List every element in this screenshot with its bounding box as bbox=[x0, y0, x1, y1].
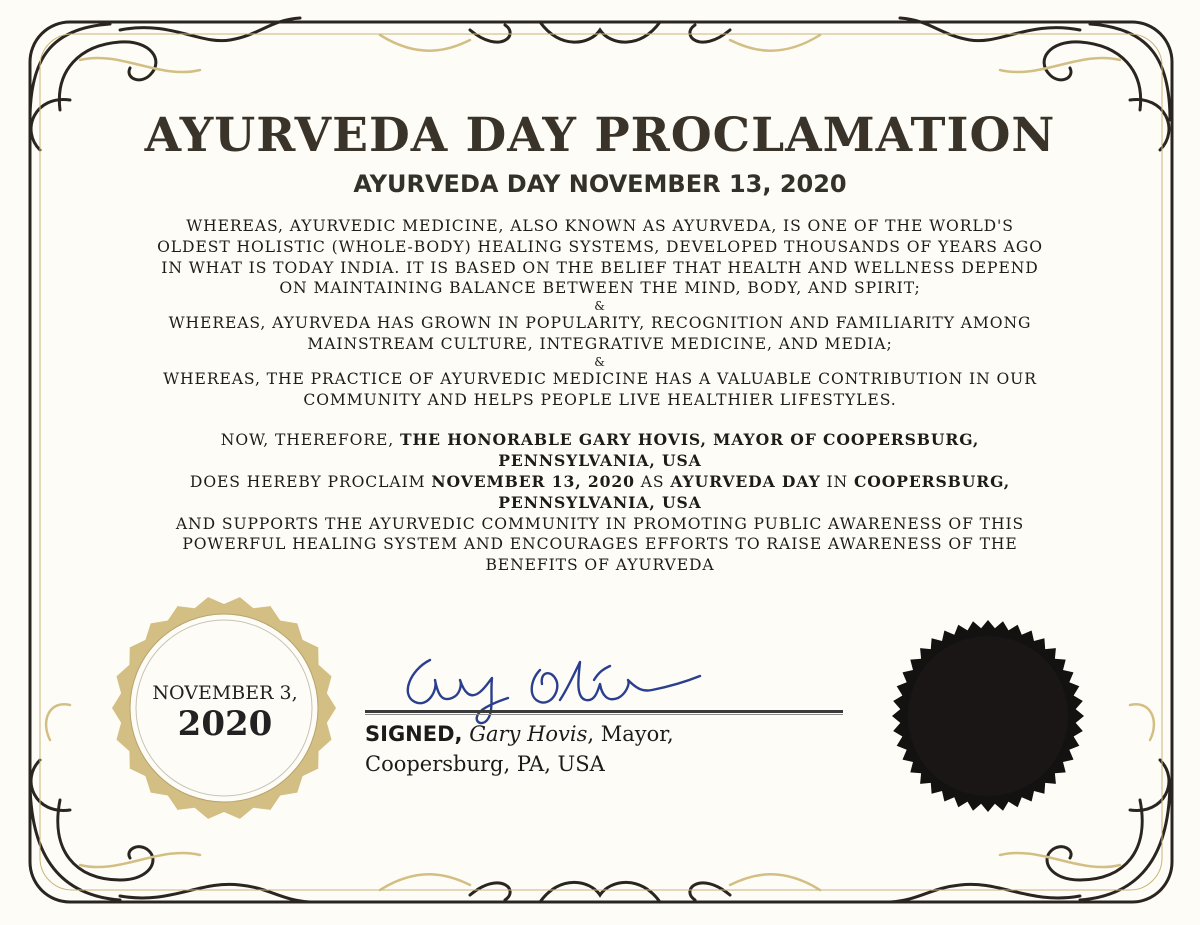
support-line: POWERFUL HEALING SYSTEM AND ENCOURAGES EFFORTS TO RAISE AWARENESS OF THE bbox=[182, 535, 1018, 554]
mayor-name: THE HONORABLE GARY HOVIS, MAYOR OF COOPERSBURG, bbox=[400, 430, 980, 450]
page-title: AYURVEDA DAY PROCLAMATION bbox=[144, 108, 1056, 163]
black-embossed-seal bbox=[888, 616, 1088, 816]
proclamation-line bbox=[100, 472, 1100, 493]
mayor-location: PENNSYLVANIA, USA bbox=[498, 451, 702, 471]
as-word: AS bbox=[640, 472, 665, 491]
signed-label: SIGNED, bbox=[365, 722, 463, 746]
ampersand: & bbox=[594, 299, 606, 314]
proclamation-line bbox=[100, 493, 1100, 514]
signer-location: Coopersburg, PA, USA bbox=[365, 752, 605, 776]
day-name: AYURVEDA DAY bbox=[670, 471, 821, 491]
ampersand: & bbox=[594, 354, 606, 369]
place-name: COOPERSBURG, bbox=[853, 471, 1011, 491]
whereas-line: WHEREAS, AYURVEDIC MEDICINE, ALSO KNOWN AS AYURVEDA, IS ONE OF THE WORLD'S bbox=[186, 217, 1014, 235]
signer-title: , Mayor, bbox=[587, 722, 674, 746]
whereas-line: WHEREAS, AYURVEDA HAS GROWN IN POPULARITY, RECOGNITION AND FAMILIARITY AMONG bbox=[168, 314, 1032, 333]
seal-year: 2020 bbox=[177, 704, 273, 744]
signer-name: Gary Hovis bbox=[469, 722, 588, 746]
whereas-line: ON MAINTAINING BALANCE BETWEEN THE MIND, BODY, AND SPIRIT; bbox=[279, 279, 921, 298]
seal-date: NOVEMBER 3, bbox=[152, 682, 298, 704]
subtitle: AYURVEDA DAY NOVEMBER 13, 2020 bbox=[353, 170, 847, 198]
support-line: AND SUPPORTS THE AYURVEDIC COMMUNITY IN PROMOTING PUBLIC AWARENESS OF THIS bbox=[175, 514, 1025, 533]
proclamation-body bbox=[100, 216, 1100, 576]
in-word: IN bbox=[826, 472, 849, 491]
whereas-line: COMMUNITY AND HELPS PEOPLE LIVE HEALTHIER LIFESTYLES. bbox=[303, 390, 897, 409]
whereas-line: OLDEST HOLISTIC (WHOLE-BODY) HEALING SYSTEMS, DEVELOPED THOUSANDS OF YEARS AGO bbox=[157, 237, 1043, 256]
whereas-line: IN WHAT IS TODAY INDIA. IT IS BASED ON THE BELIEF THAT HEALTH AND WELLNESS DEPEND bbox=[161, 258, 1039, 277]
mayor-signature bbox=[390, 640, 710, 730]
whereas-line: MAINSTREAM CULTURE, INTEGRATIVE MEDICINE, AND MEDIA; bbox=[307, 334, 893, 353]
now-therefore: NOW, THEREFORE, bbox=[220, 431, 395, 450]
proclamation-line bbox=[100, 430, 1100, 451]
place-state: PENNSYLVANIA, USA bbox=[498, 492, 702, 512]
support-line: BENEFITS OF AYURVEDA bbox=[485, 556, 715, 575]
proclamation-line bbox=[100, 451, 1100, 472]
signature-line bbox=[365, 710, 843, 713]
signature-line-shadow bbox=[365, 714, 843, 715]
whereas-line: WHEREAS, THE PRACTICE OF AYURVEDIC MEDICINE HAS A VALUABLE CONTRIBUTION IN OUR bbox=[163, 369, 1037, 388]
does-hereby: DOES HEREBY PROCLAIM bbox=[189, 472, 426, 491]
proclaimed-date: NOVEMBER 13, 2020 bbox=[431, 471, 635, 491]
signed-by bbox=[365, 722, 785, 746]
